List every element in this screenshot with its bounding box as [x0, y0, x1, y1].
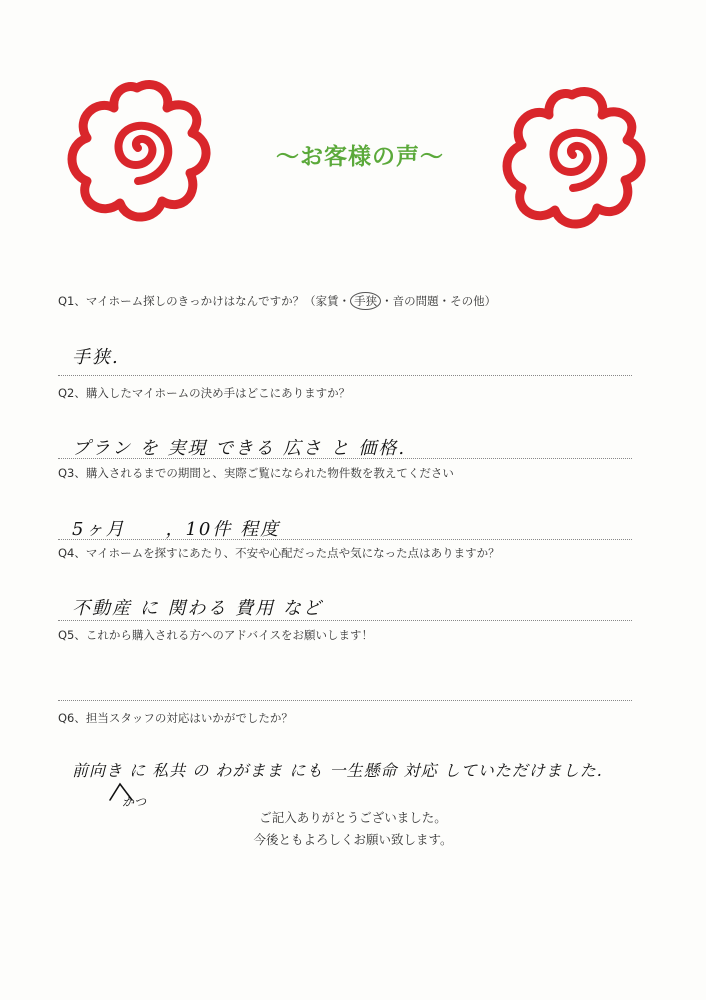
answer-line-5 [58, 700, 632, 701]
question-1-circled-choice: 手狭 [350, 292, 381, 310]
question-4: Q4、マイホームを探すにあたり、不安や心配だった点や気になった点はありますか？ [58, 546, 500, 560]
answer-line-3 [58, 539, 632, 540]
answer-1: 手狭. [72, 347, 120, 368]
answer-line-2 [58, 458, 632, 459]
answer-2: プラン を 実現 できる 広さ と 価格. [72, 438, 407, 459]
answer-line-4 [58, 620, 632, 621]
question-1-prefix: Q1、マイホーム探しのきっかけはなんですか？（家賃・ [58, 294, 351, 308]
question-6: Q6、担当スタッフの対応はいかがでしたか？ [58, 711, 293, 725]
question-1 [58, 292, 496, 310]
flower-stamp-right [497, 80, 647, 230]
flower-stamp-left [62, 73, 212, 223]
question-5: Q5、これから購入される方へのアドバイスをお願いします！ [58, 628, 374, 642]
answer-3: 5ヶ月 ，10件 程度 [72, 519, 281, 540]
answer-4: 不動産 に 関わる 費用 など [72, 598, 323, 619]
closing-line-1: ご記入ありがとうございました。 [259, 810, 447, 825]
question-3: Q3、購入されるまでの期間と、実際ご覧になられた物件数を教えてください [58, 466, 454, 480]
closing-line-2: 今後ともよろしくお願い致します。 [253, 832, 453, 847]
answer-6: 前向き に 私共 の わがまま にも 一生懸命 対応 していただけました. [72, 761, 603, 780]
question-1-suffix: ・音の問題・その他） [381, 294, 497, 308]
question-2: Q2、購入したマイホームの決め手はどこにありますか？ [58, 386, 351, 400]
page-title: 〜お客様の声〜 [276, 144, 444, 170]
answer-6-insertion-note: かつ [122, 795, 147, 809]
answer-line-1 [58, 375, 632, 376]
